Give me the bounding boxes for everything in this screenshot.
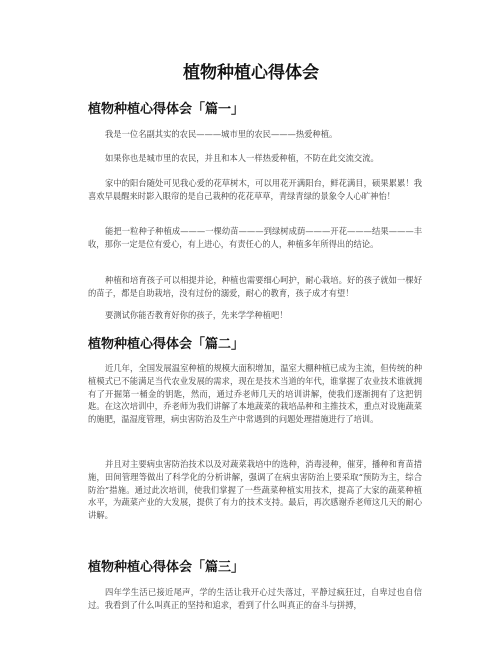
paragraph: 四年学生活已接近尾声，学的生活让我开心过失落过，平静过疯狂过，自卑过也自信过。我看到了什么叫真正的坚持和追求，看到了什么叫真正的奋斗与拼搏，: [88, 587, 422, 610]
paragraph: 如果你也是城市里的农民，并且和本人一样热爱种植，不防在此交流交流。: [105, 153, 379, 163]
paragraph: 近几年，全国发展温室种植的规模大面积增加，温室大棚种植已成为主流，但传统的种植模式已不能满足当代农业发展的需求，现在是技术当道的年代，谁掌握了农业技术谁就拥有了开掘第一桶金的钥匙，然而，通过乔老师几天的培训讲解，使我们逐渐拥有了这把钥匙。在这次培训中，乔老师为我们讲解了本地蔬菜的栽培品种和主推技术，重点对设施蔬菜的施肥，温湿度管理，病虫害防治及生产中常遇到的问题处理措施进行了培训。: [88, 363, 422, 425]
paragraph: 要测试你能否教育好你的孩子，先来学学种植吧！: [105, 310, 288, 320]
paragraph: 我是一位名副其实的农民———城市里的农民———热爱种植。: [105, 129, 338, 139]
page-title: 植物种植心得体会: [183, 63, 319, 83]
paragraph: 种植和培育孩子可以相提并论，种植也需要细心呵护，耐心栽培。好的孩子就如一棵好的苗子，都是自助栽培，没有过份的溺爱，耐心的教育，孩子成才有望！: [88, 275, 422, 298]
section-heading-3: 植物种植心得体会「篇三」: [88, 560, 245, 575]
paragraph: 能把一粒种子种植成———一棵幼苗———到绿树成荫———开花———结果———丰收，那你一定是位有爱心，有上进心，有责任心的人，种植多年所得出的结论。: [88, 226, 422, 249]
section-heading-2: 植物种植心得体会「篇二」: [88, 337, 245, 352]
paragraph: 家中的阳台随处可见我心爱的花草树木，可以用花开满阳台，鲜花满目，硕果累累！我喜欢早晨醒来时影入眼帘的是自己栽种的花花草草，青绿青绿的景象令人心旷神怡！: [88, 178, 422, 201]
section-heading-1: 植物种植心得体会「篇一」: [88, 102, 245, 117]
paragraph: 并且对主要病虫害防治技术以及对蔬菜栽培中的选种，消毒浸种，催芽，播种和育苗措施，田间管理等做出了科学化的分析讲解，强调了在病虫害防治上要采取“预防为主，综合防治”措施。通过此次培训，使我们掌握了一些蔬菜种植实用技术，提高了大家的蔬菜种植水平，为蔬菜产业的大发展，提供了有力的技术支持。最后，再次感谢乔老师这几天的耐心讲解。: [88, 459, 422, 521]
